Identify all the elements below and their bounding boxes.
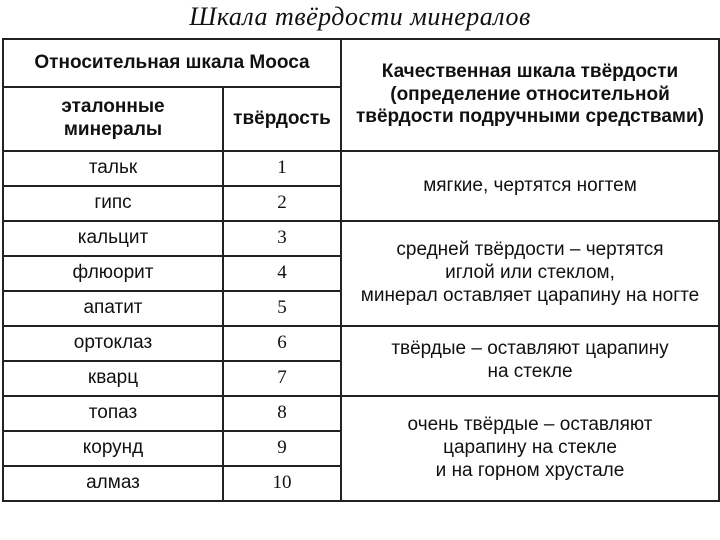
table-row: [3, 326, 719, 361]
reference-minerals-header: [3, 87, 223, 151]
mineral-hardness: 9: [223, 431, 341, 466]
description-line: очень твёрдые – оставляют: [407, 414, 653, 436]
description-line: средней твёрдости – чертятся: [396, 239, 664, 261]
mineral-hardness: 5: [223, 291, 341, 326]
hardness-description: [341, 396, 719, 501]
mineral-hardness: 7: [223, 361, 341, 396]
mineral-name: гипс: [3, 186, 223, 221]
mineral-name: корунд: [3, 431, 223, 466]
hardness-description: [341, 221, 719, 326]
mineral-name: кварц: [3, 361, 223, 396]
mineral-name: кальцит: [3, 221, 223, 256]
mohs-scale-header: Относительная шкала Мооса: [3, 39, 341, 87]
mineral-name: топаз: [3, 396, 223, 431]
mineral-hardness: 1: [223, 151, 341, 186]
mineral-name: тальк: [3, 151, 223, 186]
minerals-header-line: минералы: [63, 119, 163, 140]
description-line: и на горном хрустале: [435, 459, 625, 481]
hardness-table: [2, 38, 720, 502]
page-title: Шкала твёрдости минералов: [189, 2, 531, 31]
qualitative-header-line: Качественная шкала твёрдости: [381, 60, 679, 82]
table-row: [3, 396, 719, 431]
mineral-name: ортоклаз: [3, 326, 223, 361]
hardness-description: [341, 326, 719, 396]
description-line: минерал оставляет царапину на ногте: [360, 284, 700, 306]
description-line: твёрдые – оставляют царапину: [391, 338, 669, 360]
hardness-header: твёрдость: [223, 87, 341, 151]
minerals-header-line: эталонные: [61, 96, 165, 118]
mineral-name: апатит: [3, 291, 223, 326]
table-row: [3, 151, 719, 186]
mineral-hardness: 6: [223, 326, 341, 361]
description-line: мягкие, чертятся ногтем: [423, 174, 637, 196]
mineral-hardness: 10: [223, 466, 341, 501]
description-line: иглой или стеклом,: [445, 262, 615, 284]
qualitative-scale-header: [341, 39, 719, 151]
mineral-hardness: 8: [223, 396, 341, 431]
mineral-hardness: 2: [223, 186, 341, 221]
mineral-hardness: 4: [223, 256, 341, 291]
mineral-name: алмаз: [3, 466, 223, 501]
qualitative-header-line: твёрдости подручными средствами): [356, 106, 704, 128]
description-line: на стекле: [487, 361, 573, 382]
description-line: царапину на стекле: [443, 437, 617, 459]
hardness-description: [341, 151, 719, 221]
table-row: [3, 221, 719, 256]
mineral-hardness: 3: [223, 221, 341, 256]
qualitative-header-line: (определение относительной: [390, 83, 670, 105]
mineral-name: флюорит: [3, 256, 223, 291]
